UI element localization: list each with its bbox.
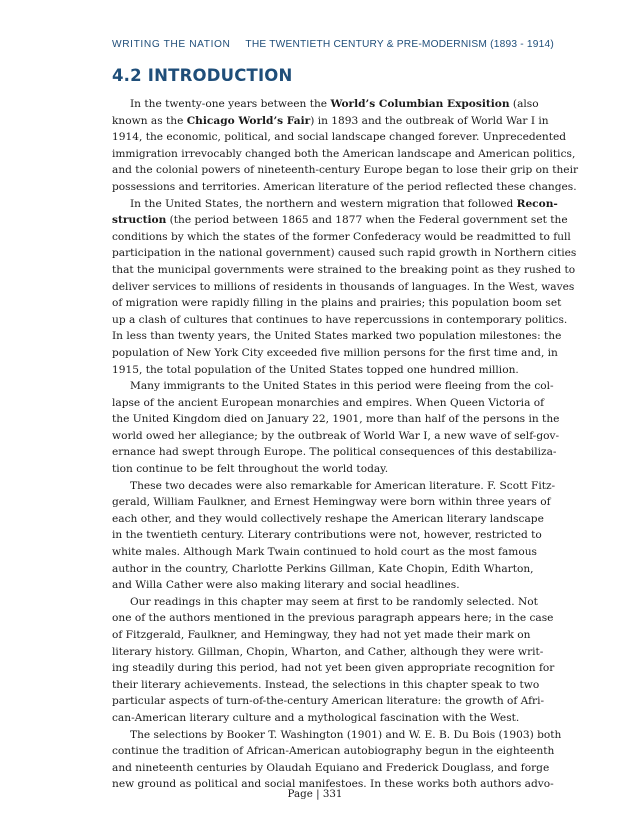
text-run: white males. Although Mark Twain continued to hold court as the most famous xyxy=(112,546,537,559)
text-run: one of the authors mentioned in the previous paragraph appears here; in the case xyxy=(112,612,554,625)
text-run: possessions and territories. American literature of the period reflected these changes. xyxy=(112,180,577,193)
body-text xyxy=(112,96,579,793)
text-line xyxy=(112,295,562,312)
text-run: The selections by Booker T. Washington (1901) and W. E. B. Du Bois (1903) both xyxy=(130,728,562,741)
text-line xyxy=(112,312,568,329)
bold-term: Chicago World’s Fair xyxy=(186,114,311,127)
text-line xyxy=(112,693,545,710)
text-run: in the twentieth century. Literary contributions were not, however, restricted to xyxy=(112,529,542,542)
bold-term: Recon- xyxy=(516,197,558,210)
text-line xyxy=(112,411,560,428)
text-line xyxy=(112,561,534,578)
text-line xyxy=(112,760,550,777)
text-line xyxy=(112,677,540,694)
text-line xyxy=(112,245,577,262)
bold-term: struction xyxy=(112,214,167,227)
text-line xyxy=(112,544,537,561)
running-head-chapter: THE TWENTIETH CENTURY & PRE-MODERNISM (1893 - 1914) xyxy=(245,39,554,50)
text-line xyxy=(112,660,555,677)
text-run: can-American literary culture and a mythological fascination with the West. xyxy=(112,711,520,724)
text-run: In the twenty-one years between the xyxy=(130,98,331,110)
text-run: gerald, William Faulkner, and Ernest Hemingway were born within three years of xyxy=(112,496,551,509)
text-line xyxy=(112,262,576,279)
text-run: In less than twenty years, the United States marked two population milestones: the xyxy=(112,330,562,343)
text-line xyxy=(112,129,567,146)
text-run: particular aspects of turn-of-the-century American literature: the growth of Afri- xyxy=(112,695,545,708)
text-line xyxy=(112,428,560,445)
text-run: (also xyxy=(509,98,539,110)
text-line xyxy=(112,710,518,727)
text-run: known as the xyxy=(112,114,187,127)
text-line xyxy=(112,229,571,246)
text-line xyxy=(112,345,558,362)
text-line xyxy=(112,395,545,412)
text-run: These two decades were also remarkable for American literature. F. Scott Fitz- xyxy=(130,479,556,492)
text-run: Many immigrants to the United States in this period were fleeing from the col- xyxy=(130,380,554,393)
text-run: that the municipal governments were strained to the breaking point as they rushed to xyxy=(112,263,576,276)
text-run: author in the country, Charlotte Perkins Gillman, Kate Chopin, Edith Wharton, xyxy=(112,562,534,575)
text-line xyxy=(112,279,575,296)
section-title: 4.2 INTRODUCTION xyxy=(112,66,293,85)
text-run: participation in the national government) caused such rapid growth in Northern cities xyxy=(112,247,577,260)
text-run: and nineteenth centuries by Olaudah Equiano and Frederick Douglass, and forge xyxy=(112,761,550,774)
text-line xyxy=(112,378,554,395)
text-run: continue the tradition of African-American autobiography begun in the eighteenth xyxy=(112,745,555,758)
text-run: (the period between 1865 and 1877 when the Federal government set the xyxy=(166,214,568,227)
text-run: ernance had swept through Europe. The political consequences of this destabiliza- xyxy=(112,446,557,459)
text-line xyxy=(112,577,518,594)
text-run: new ground as political and social manifestoes. In these works both authors advo- xyxy=(112,778,554,791)
text-run: deliver services to millions of residents in thousands of languages. In the West, waves xyxy=(112,280,575,293)
text-line xyxy=(112,362,518,379)
text-line xyxy=(112,494,551,511)
text-line xyxy=(112,461,518,478)
running-head-section: WRITING THE NATION xyxy=(112,39,231,50)
text-line xyxy=(112,610,554,627)
text-run: ) in 1893 and the outbreak of World War I in xyxy=(310,114,549,127)
text-run: and the colonial powers of nineteenth-century Europe began to lose their grip on their xyxy=(112,164,579,177)
text-line xyxy=(112,627,531,644)
text-run: immigration irrevocably changed both the American landscape and American politics, xyxy=(112,147,576,160)
text-run: of migration were rapidly filling in the plains and prairies; this population boom set xyxy=(112,297,562,310)
text-run: and Willa Cather were also making literary and social headlines. xyxy=(112,579,460,592)
text-run: Our readings in this chapter may seem at first to be randomly selected. Not xyxy=(130,595,538,608)
text-run: of Fitzgerald, Faulkner, and Hemingway, they had not yet made their mark on xyxy=(112,629,531,641)
text-line xyxy=(112,196,558,213)
text-run: population of New York City exceeded five million persons for the first time and, in xyxy=(112,346,558,359)
text-line xyxy=(112,727,562,744)
text-run: In the United States, the northern and western migration that followed xyxy=(130,197,517,210)
text-line xyxy=(112,444,557,461)
text-line xyxy=(112,113,549,130)
text-line xyxy=(112,594,538,611)
text-line xyxy=(112,527,542,544)
text-run: ing steadily during this period, had not yet been given appropriate recognition for xyxy=(112,662,555,675)
text-run: world owed her allegiance; by the outbreak of World War I, a new wave of self-gov- xyxy=(112,429,560,442)
text-run: up a clash of cultures that continues to have repercussions in contemporary politics. xyxy=(112,313,568,326)
text-line xyxy=(112,96,539,113)
text-run: their literary achievements. Instead, the selections in this chapter speak to two xyxy=(112,678,540,691)
text-run: 1914, the economic, political, and social landscape changed forever. Unprecedented xyxy=(112,131,567,144)
text-line xyxy=(112,212,568,229)
text-run: conditions by which the states of the former Confederacy would be readmitted to full xyxy=(112,230,571,243)
text-line xyxy=(112,146,576,163)
bold-term: World’s Columbian Exposition xyxy=(330,98,510,110)
text-line xyxy=(112,511,544,528)
text-run: lapse of the ancient European monarchies and empires. When Queen Victoria of xyxy=(112,396,545,409)
text-line xyxy=(112,162,579,179)
running-head xyxy=(112,39,554,50)
text-line xyxy=(112,478,556,495)
text-line xyxy=(112,328,562,345)
text-run: literary history. Gillman, Chopin, Wharton, and Cather, although they were writ- xyxy=(112,645,544,658)
text-line xyxy=(112,179,577,196)
page-number: Page | 331 xyxy=(287,788,343,800)
text-run: the United Kingdom died on January 22, 1901, more than half of the persons in the xyxy=(112,413,560,426)
text-line xyxy=(112,644,544,661)
text-run: tion continue to be felt throughout the world today. xyxy=(112,463,389,476)
text-run: 1915, the total population of the United States topped one hundred million. xyxy=(112,363,519,376)
text-run: each other, and they would collectively reshape the American literary landscape xyxy=(112,512,544,525)
text-line xyxy=(112,743,555,760)
